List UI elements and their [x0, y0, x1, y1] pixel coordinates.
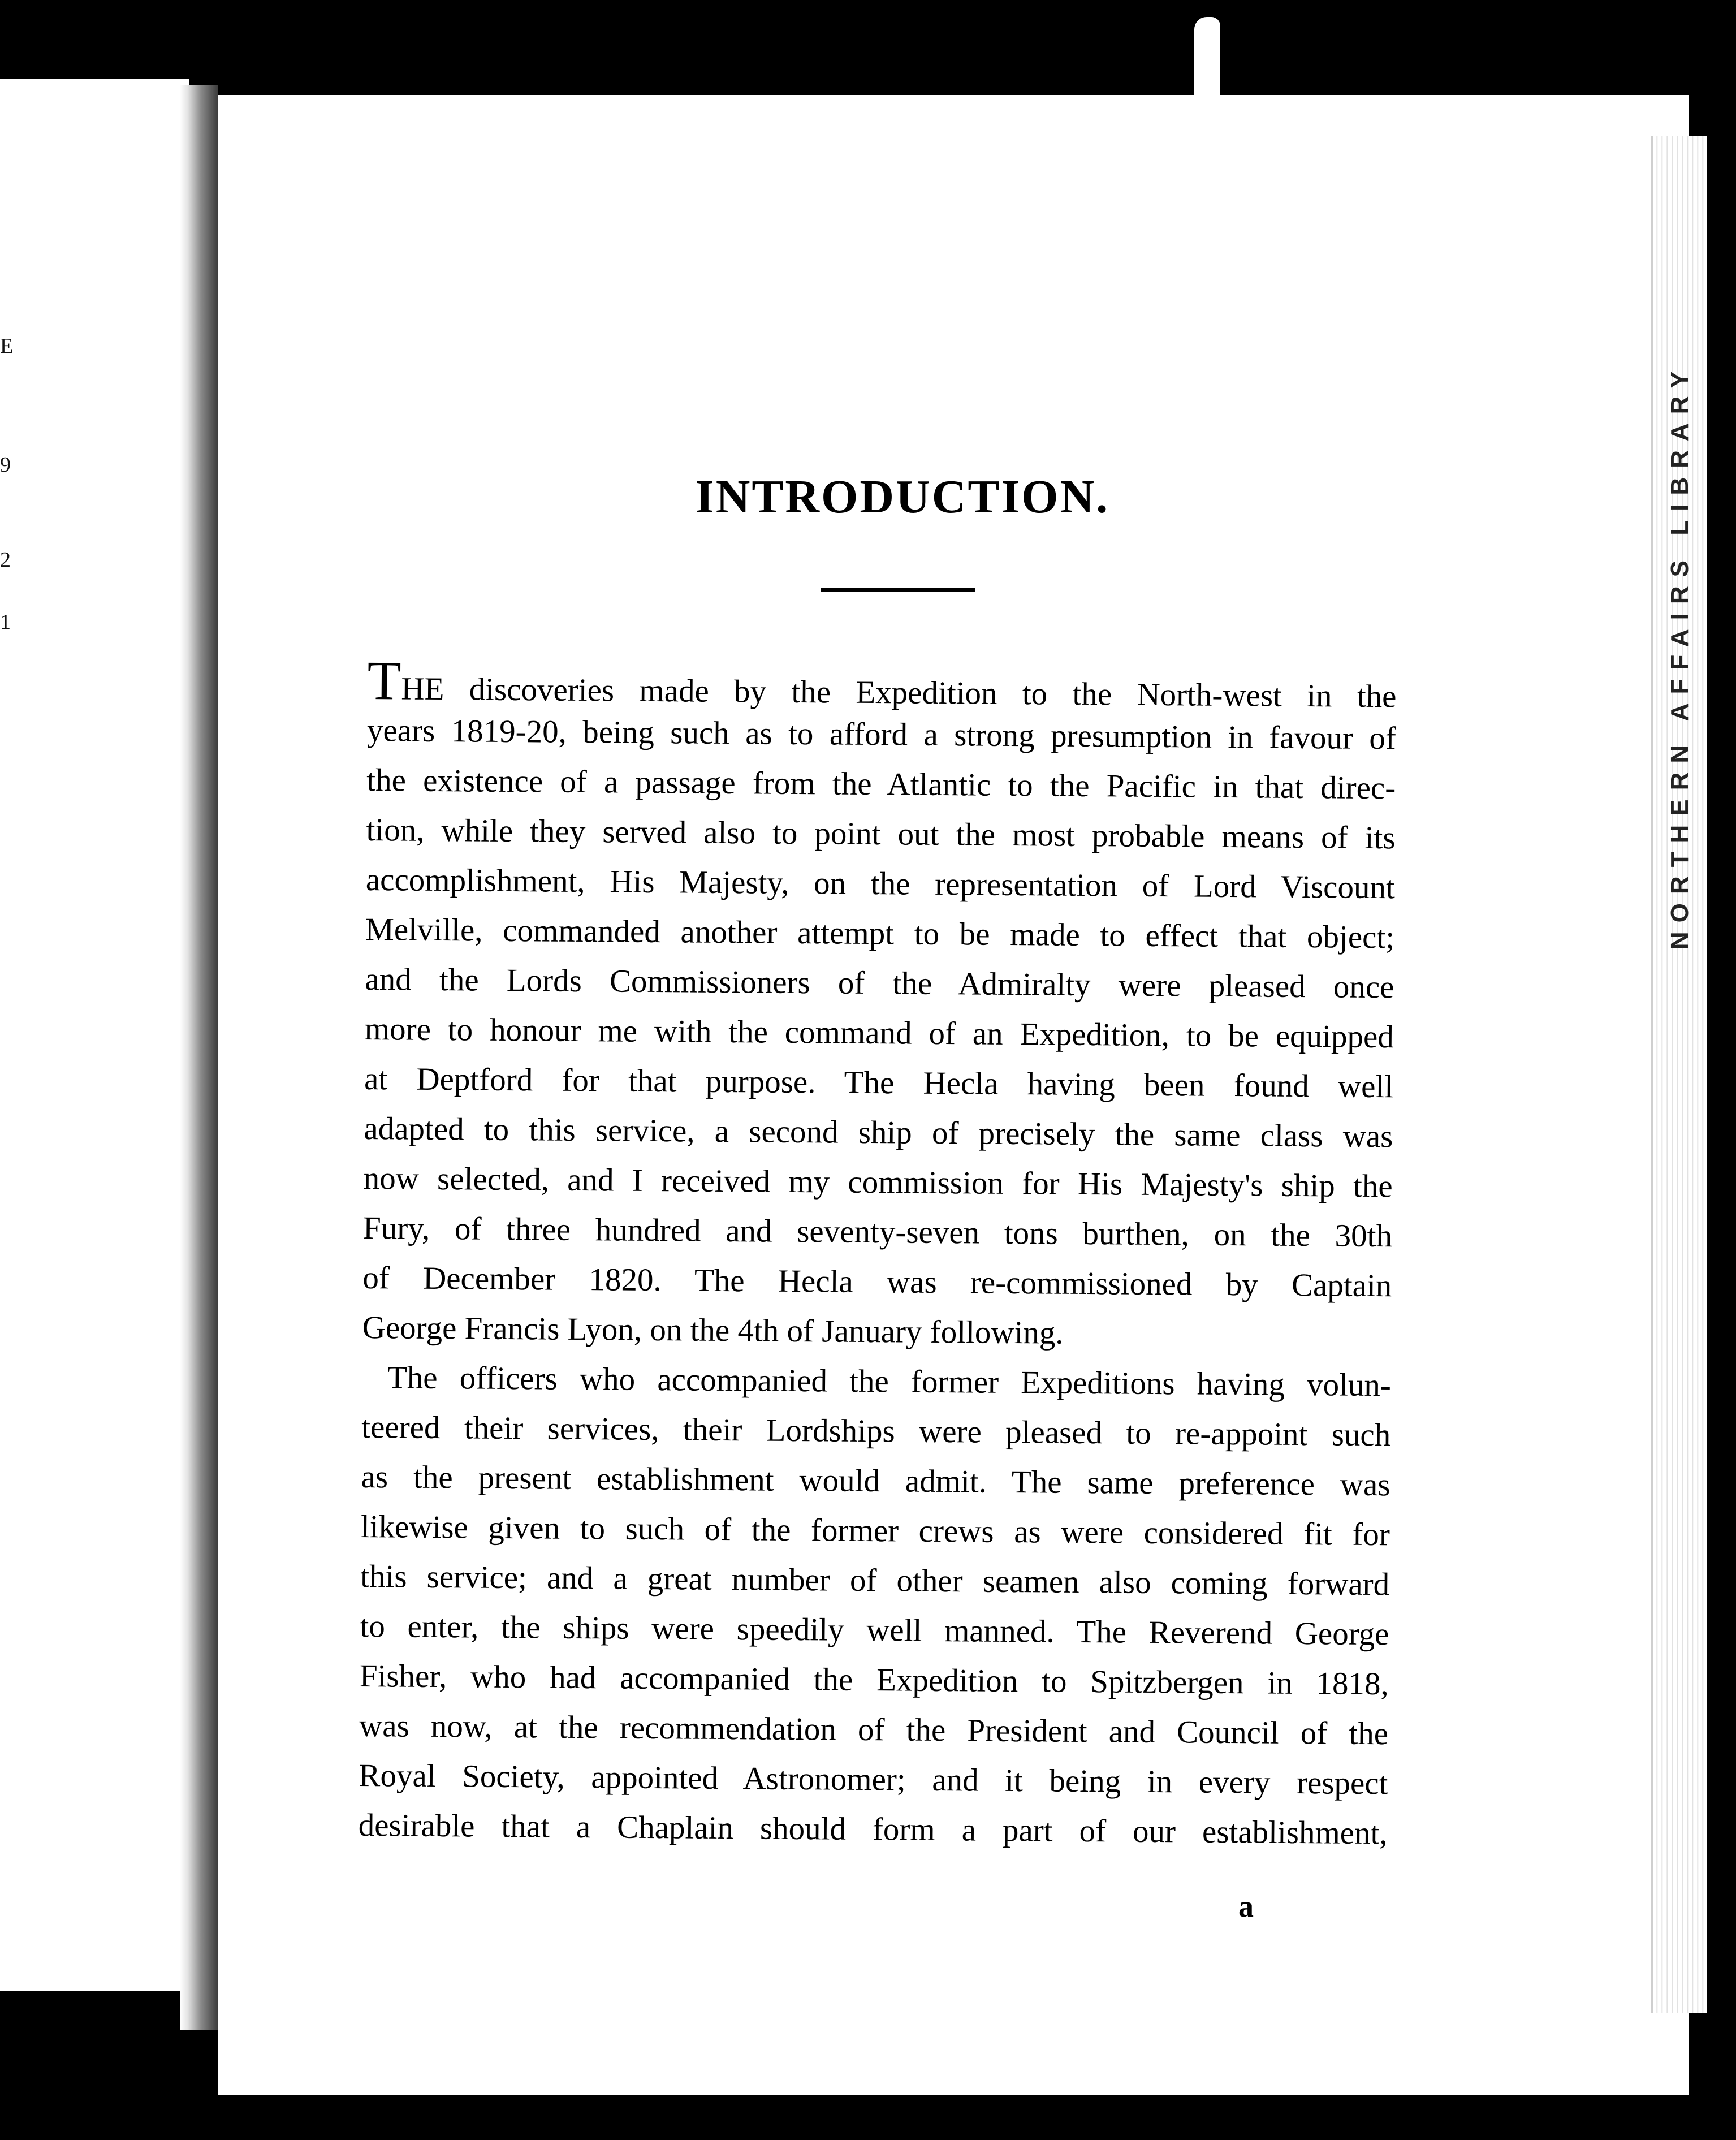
- text-line-content: teered their services, their Lordships were pleased to re-appoint such: [361, 1409, 1391, 1453]
- text-line-content: at Deptford for that purpose. The Hecla having been found well: [364, 1060, 1394, 1105]
- text-line: [363, 1154, 1393, 1211]
- text-line-content: desirable that a Chaplain should form a part of our establishment,: [358, 1807, 1388, 1852]
- book-gutter: [180, 85, 218, 2030]
- library-stamp-text: NORTHERN AFFAIRS LIBRARY: [1666, 362, 1694, 950]
- title-rule: [821, 588, 975, 592]
- library-stamp: [1657, 362, 1703, 950]
- text-line-content: more to honour me with the command of an Expedition, to be equipped: [364, 1011, 1394, 1055]
- text-line: [359, 1651, 1389, 1709]
- page-title: INTRODUCTION.: [696, 471, 1110, 523]
- signature-mark: a: [1238, 1889, 1254, 1923]
- text-line: [365, 955, 1394, 1012]
- body-text: [358, 650, 1397, 1858]
- left-page-mark-4: 1: [0, 610, 11, 634]
- text-line: [361, 1452, 1390, 1510]
- text-line: [366, 805, 1396, 863]
- left-page-edge: [0, 79, 189, 1991]
- text-line-content: likewise given to such of the former crews as were considered fit for: [360, 1508, 1390, 1553]
- text-line: [365, 905, 1395, 963]
- text-line: [361, 1502, 1390, 1560]
- text-line: [358, 1801, 1388, 1858]
- left-page-mark-1: E: [0, 334, 14, 358]
- text-line-content: tion, while they served also to point out the most probable means of its: [366, 812, 1396, 856]
- text-line: [362, 1253, 1392, 1311]
- left-page-mark-2: 9: [0, 453, 11, 477]
- text-line-content: Royal Society, appointed Astronomer; and it being in every respect: [359, 1757, 1388, 1802]
- left-page-mark-3: 2: [0, 548, 11, 572]
- text-line-content: and the Lords Commissioners of the Admiralty were pleased once: [365, 961, 1394, 1006]
- text-line: [364, 1104, 1393, 1162]
- text-line: [364, 1054, 1394, 1112]
- text-line-content: was now, at the recommendation of the President and Council of the: [359, 1707, 1389, 1752]
- text-line-content: accomplishment, His Majesty, on the representation of Lord Viscount: [365, 861, 1396, 906]
- text-line-content: to enter, the ships were speedily well manned. The Reverend George: [360, 1608, 1389, 1653]
- text-line: [367, 706, 1397, 763]
- text-line: [364, 1004, 1394, 1062]
- text-line: [367, 650, 1397, 715]
- drop-cap: T: [367, 650, 401, 712]
- text-line: [359, 1751, 1388, 1809]
- text-line-content: The officers who accompanied the former Expeditions having volun-: [387, 1360, 1392, 1404]
- text-line: [359, 1701, 1389, 1759]
- text-line: [362, 1303, 1392, 1361]
- text-line: [362, 1353, 1392, 1410]
- text-line-content: Melville, commanded another attempt to be made to effect that object;: [365, 911, 1395, 956]
- text-line-content: now selected, and I received my commission for His Majesty's ship the: [363, 1160, 1393, 1205]
- text-line: [360, 1552, 1390, 1610]
- text-line: [366, 855, 1396, 913]
- text-line: [363, 1203, 1393, 1261]
- text-line-content: the existence of a passage from the Atlantic to the Pacific in that direc-: [366, 762, 1396, 806]
- text-line: [366, 756, 1396, 813]
- text-line: [361, 1403, 1391, 1460]
- text-line-content: HE discoveries made by the Expedition to the North-west in the: [401, 671, 1397, 715]
- text-line-content: adapted to this service, a second ship of precisely the same class was: [364, 1110, 1393, 1155]
- text-line-content: Fury, of three hundred and seventy-seven tons burthen, on the 30th: [362, 1210, 1393, 1254]
- text-line: [360, 1602, 1389, 1659]
- text-line-content: George Francis Lyon, on the 4th of January following.: [362, 1309, 1064, 1351]
- text-line-content: of December 1820. The Hecla was re-commissioned by Captain: [362, 1259, 1392, 1304]
- page-tab-mark: [1194, 17, 1220, 124]
- text-line-content: years 1819-20, being such as to afford a strong presumption in favour of: [366, 712, 1397, 757]
- text-line-content: as the present establishment would admit. The same preference was: [361, 1459, 1390, 1503]
- text-line-content: this service; and a great number of other seamen also coming forward: [360, 1558, 1390, 1603]
- text-line-content: Fisher, who had accompanied the Expedition to Spitzbergen in 1818,: [359, 1658, 1389, 1702]
